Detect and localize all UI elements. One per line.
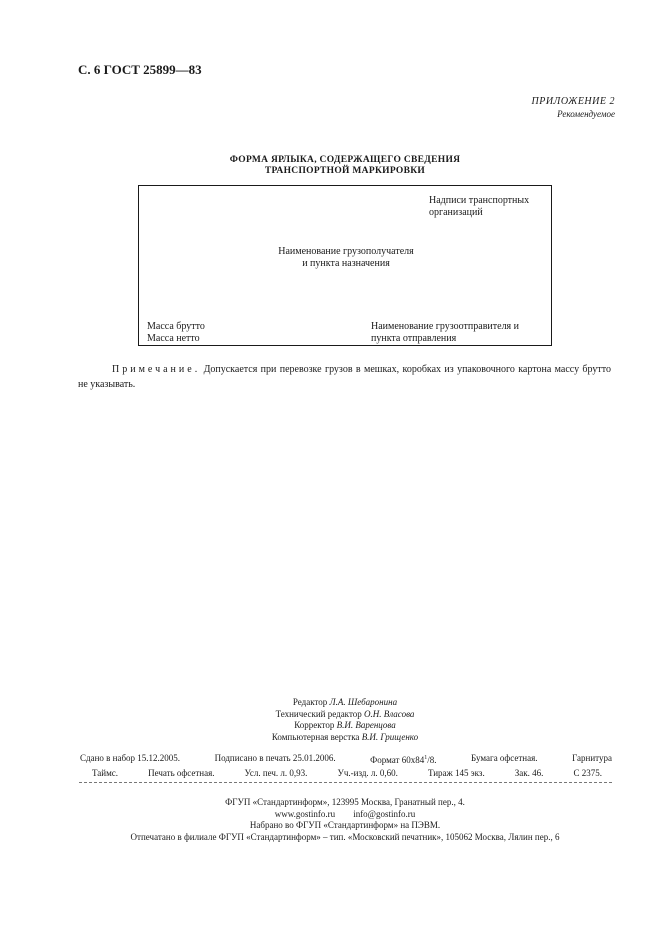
- imprint-format-sup: 1: [424, 755, 428, 761]
- appendix-subtitle: Рекомендуемое: [557, 109, 615, 119]
- page-header: С. 6 ГОСТ 25899—83: [78, 62, 202, 77]
- carrier-line-1: Надписи транспортных: [429, 195, 530, 206]
- consignee-field: [139, 246, 553, 270]
- form-title-line-1: ФОРМА ЯРЛЫКА, СОДЕРЖАЩЕГО СВЕДЕНИЯ: [229, 155, 461, 165]
- label-form-box: [138, 185, 552, 346]
- publisher-email: info@gostinfo.ru: [353, 808, 416, 819]
- corrector-name: В.И. Варенцова: [336, 720, 396, 730]
- publisher-printing-note: Отпечатано в филиале ФГУП «Стандартинформ» – тип. «Московский печатник», 105062 Москва, Лялин пер., 6: [130, 831, 560, 842]
- note-text: Допускается при перевозке грузов в мешках, коробках из упаковочного картона массу брутто не указывать.: [78, 364, 611, 390]
- imprint-format: [370, 752, 436, 767]
- appendix-heading: [532, 95, 616, 121]
- credit-corrector: [0, 720, 661, 732]
- imprint-typeset-date: Сдано в набор 15.12.2005.: [80, 753, 181, 763]
- publisher-contacts: [0, 809, 661, 821]
- credits-block: [0, 697, 661, 743]
- sender-line-2: пункта отправления: [371, 333, 457, 344]
- carrier-inscriptions: [429, 195, 529, 219]
- imprint-print-method: Печать офсетная.: [148, 768, 215, 778]
- tech-editor-name: О.Н. Власова: [364, 708, 415, 719]
- corrector-role: Корректор: [294, 720, 335, 730]
- imprint-print-date: Подписано в печать 25.01.2006.: [214, 753, 336, 763]
- tech-editor-role: Технический редактор: [275, 708, 362, 719]
- publisher-block: [0, 797, 661, 843]
- imprint-format-sub: /8.: [427, 755, 437, 765]
- credit-tech-editor: [0, 709, 661, 721]
- imprint-row-1: [80, 752, 612, 767]
- publisher-address: ФГУП «Стандартинформ», 123995 Москва, Гранатный пер., 4.: [225, 797, 465, 807]
- credit-layout: [0, 732, 661, 744]
- publisher-website: www.gostinfo.ru: [274, 808, 336, 819]
- carrier-line-2: организаций: [429, 207, 483, 218]
- imprint-code: С 2375.: [573, 768, 602, 778]
- credit-editor: [0, 697, 661, 709]
- imprint-publ-sheets: Уч.-изд. л. 0,60.: [337, 768, 398, 778]
- sender-field: [371, 321, 519, 345]
- layout-name: В.И. Грищенко: [361, 731, 419, 742]
- imprint-block: [80, 752, 612, 780]
- imprint-typeface: Таймс.: [92, 768, 119, 778]
- note-lead: Примечание.: [112, 364, 201, 375]
- consignee-line-2: и пункта назначения: [302, 258, 390, 269]
- imprint-circulation: Тираж 145 экз.: [427, 768, 485, 778]
- editor-role: Редактор: [292, 697, 328, 707]
- layout-role: Компьютерная верстка: [271, 731, 360, 742]
- form-title-line-2: ТРАНСПОРТНОЙ МАРКИРОВКИ: [264, 166, 426, 176]
- editor-name: Л.А. Шебаронина: [329, 697, 398, 707]
- imprint-paper: Бумага офсетная.: [471, 753, 538, 763]
- imprint-print-sheets: Усл. печ. л. 0,93.: [244, 768, 308, 778]
- publisher-typeset-note: Набрано во ФГУП «Стандартинформ» на ПЭВМ.: [249, 820, 441, 830]
- appendix-title: ПРИЛОЖЕНИЕ 2: [531, 96, 615, 107]
- gross-mass-label: Масса брутто: [147, 321, 205, 332]
- consignee-line-1: Наименование грузополучателя: [278, 246, 414, 257]
- note-paragraph: [78, 362, 611, 392]
- imprint-divider: [79, 782, 612, 783]
- mass-fields: [147, 321, 205, 345]
- imprint-typeface-label: Гарнитура: [572, 753, 612, 763]
- form-title: [0, 155, 661, 177]
- sender-line-1: Наименование грузоотправителя и: [371, 321, 520, 332]
- imprint-row-2: [80, 767, 612, 780]
- net-mass-label: Масса нетто: [147, 333, 200, 344]
- imprint-format-base: Формат 60x84: [370, 755, 425, 765]
- imprint-order: Зак. 46.: [514, 768, 544, 778]
